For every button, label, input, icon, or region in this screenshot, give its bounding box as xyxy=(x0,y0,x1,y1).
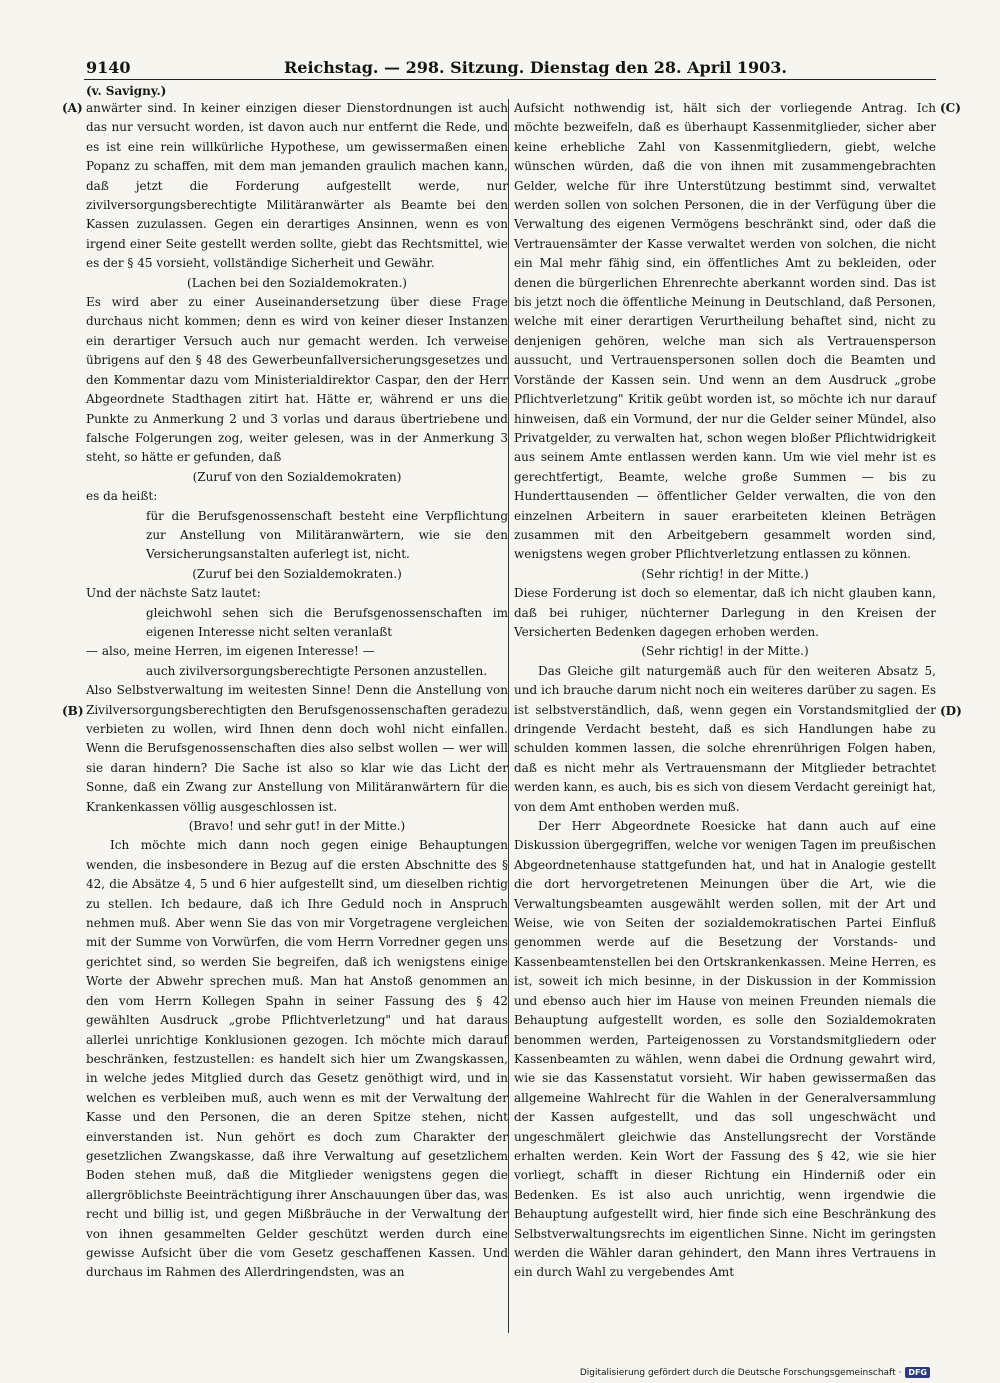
right-paragraph-1: Aufsicht nothwendig ist, hält sich der vorliegende Antrag. Ich möchte bezweifeln, daß es überhaupt Kassenmitglieder, sicher aber keine erhebliche Zahl von Kassenmitgliedern, giebt, welche wünschen würden, daß die von ihnen mit zusammengebrachten Gelder, welche für ihre Unterstützung bestimmt sind, verwaltet werden sollen von solchen Personen, die in der Verfügung über die Verwaltung des eigenen Vermögens beschränkt sind, oder daß die Vertrauensämter der Kasse verwaltet werden von solchen, die nicht ein Mal mehr fähig sind, ein öffentliches Amt zu bekleiden, oder denen die bürgerlichen Ehrenrechte aberkannt worden sind. Das ist bis jetzt noch die öffentliche Meinung in Deutschland, daß Personen, welche mit einer derartigen Verurtheilung behaftet sind, nicht zu denjenigen gehören, welche man sich als Vertrauensperson aussucht, und Vertrauenspersonen sollen doch die Beamten und Vorstände der Kassen sein. Und wenn an dem Ausdruck „grobe Pflichtverletzung" Kritik geübt worden ist, so möchte ich nur darauf hinweisen, daß ein Vormund, der nur die Gelder seiner Mündel, also Privatgelder, zu verwalten hat, schon wegen bloßer Pflichtwidrigkeit aus seinem Amte entlassen werden kann. Um wie viel mehr ist es gerechtfertigt, Beamte, welche große Summen — bis zu Hunderttausenden — öffentlicher Gelder verwalten, die von den einzelnen Arbeitern in sauer erarbeiteten kleinen Beträgen zusammen mit den Arbeitgebern gesammelt worden sind, wenigstens wegen grober Pflichtverletzung entlassen zu können. xyxy=(514,101,936,562)
footer-credit xyxy=(580,1367,930,1378)
right-paragraph-2: Diese Forderung ist doch so elementar, daß ich nicht glauben kann, daß bei ruhiger, nüchterner Darlegung in den Kreisen der Versicherten Bedenken dagegen erhoben werden. xyxy=(514,586,936,639)
left-paragraph-2: Es wird aber zu einer Auseinandersetzung über diese Frage durchaus nicht kommen; denn es wird von keiner dieser Instanzen ein derartiger Versuch auch nur gemacht werden. Ich verweise übrigens auf den § 48 des Gewerbeunfallversicherungsgesetzes und den Kommentar dazu vom Ministerialdirektor Caspar, den der Herr Abgeordnete Stadthagen zitirt hat. Hätte er, während er uns die Punkte zu Anmerkung 2 und 3 vorlas und daraus übertriebene und falsche Folgerungen zog, weiter gelesen, was in der Anmerkung 3 steht, so hätte er gefunden, daß xyxy=(86,295,508,465)
column-divider xyxy=(508,99,509,1333)
left-paragraph-4: Und der nächste Satz lautet: xyxy=(86,586,261,601)
right-paragraph-4: Der Herr Abgeordnete Roesicke hat dann auch auf eine Diskussion übergegriffen, welche vor wenigen Tagen im preußischen Abgeordnetenhause stattgefunden hat, und hat in Analogie gestellt die dort hervorgetretenen Meinungen über die Art, wie die Verwaltungsbeamten ausgewählt werden sollen, mit der Art und Weise, wie von Seiten der sozialdemokratischen Partei Einfluß genommen werde auf die Besetzung der Vorstands- und Kassenbeamtenstellen bei den Ortskrankenkassen. Meine Herren, es ist, soweit ich mich besinne, in der Diskussion in der Kommission und ebenso auch hier im Hause von meinen Freunden niemals die Behauptung aufgestellt worden, es solle den Sozialdemokraten benommen werden, Parteigenossen zu Vorstandsmitgliedern oder Kassenbeamten zu wählen, wenn dabei die Ordnung gewahrt wird, wie sie das Kassenstatut vorsieht. Wir haben gewissermaßen das allgemeine Wahlrecht für die Wahlen in der Generalversammlung der Kassen aufgestellt, und das soll ungeschwächt und ungeschmälert gleichwie das Anstellungsrecht der Vorstände erhalten werden. Kein Wort der Fassung des § 42, wie sie hier vorliegt, schafft in dieser Richtung ein Hinderniß oder ein Bedenken. Es ist also auch unrichtig, wenn irgendwie die Behauptung aufgestellt wird, hier finde sich eine Beschränkung des Selbstverwaltungsrechts im eigentlichen Sinne. Nicht im geringsten werden die Wähler daran gehindert, den Mann ihres Vertrauens in ein durch Wahl zu vergebendes Amt xyxy=(514,819,936,1280)
right-interjection-2: (Sehr richtig! in der Mitte.) xyxy=(641,644,809,659)
left-interjection-4: (Bravo! und sehr gut! in der Mitte.) xyxy=(188,819,406,834)
left-column xyxy=(86,99,508,1283)
left-paragraph-6: Also Selbstverwaltung im weitesten Sinne! Denn die Anstellung von Zivilversorgungsberechtigten den Berufsgenossenschaften geradezu verbieten zu wollen, wird Ihnen denn doch wohl nicht einfallen. Wenn die Berufsgenossenschaften dies also selbst wollen — wer will sie daran hindern? Die Sache ist also so klar wie das Licht der Sonne, daß ein Zwang zur Anstellung von Militäranwärtern für die Krankenkassen völlig ausgeschlossen ist. xyxy=(86,683,508,814)
speaker-tag: (v. Savigny.) xyxy=(86,84,167,98)
left-quote-2: gleichwohl sehen sich die Berufsgenossenschaften im eigenen Interesse nicht selten veranlaßt xyxy=(146,605,508,639)
dfg-logo: DFG xyxy=(905,1367,930,1378)
left-paragraph-5: — also, meine Herren, im eigenen Interesse! — xyxy=(86,644,375,659)
left-interjection-1: (Lachen bei den Sozialdemokraten.) xyxy=(187,275,407,290)
left-paragraph-7: Ich möchte mich dann noch gegen einige Behauptungen wenden, die insbesondere in Bezug auf die ersten Abschnitte des § 42, die Absätze 4, 5 und 6 hier aufgestellt sind, um dieselben richtig zu stellen. Ich bedaure, daß ich Ihre Geduld noch in Anspruch nehmen muß. Aber wenn Sie das von mir Vorgetragene vergleichen mit der Summe von Vorwürfen, die vom Herrn Vorredner gegen uns gerichtet sind, so werden Sie begreifen, daß ich wenigstens einige Worte der Abwehr sprechen muß. Man hat Anstoß genommen an den vom Herrn Kollegen Spahn in seiner Fassung des § 42 gewählten Ausdruck „grobe Pflichtverletzung" und hat daraus allerlei unrichtige Konklusionen gezogen. Ich möchte mich darauf beschränken, festzustellen: es handelt sich hier um Zwangskassen, in welche jedes Mitglied durch das Gesetz genöthigt wird, und in welchen es verbleiben muß, auch wenn es mit der Verwaltung der Kasse und den Personen, die an deren Spitze stehen, nicht einverstanden ist. Nun gehört es doch zum Charakter der gesetzlichen Zwangskasse, daß ihre Verwaltung auf gesetzlichem Boden stehen muß, daß die Mitglieder wenigstens gegen die allergröblichste Beeinträchtigung ihrer Anschauungen über das, was recht und billig ist, und gegen Mißbräuche in der Verwaltung der von ihnen gesammelten Gelder geschützt werden durch eine gewisse Aufsicht über die vom Gesetz geschaffenen Kassen. Und durchaus im Rahmen des Allerdringendsten, was an xyxy=(86,838,508,1280)
page-title: Reichstag. — 298. Sitzung. Dienstag den 28. April 1903. xyxy=(284,58,787,77)
right-interjection-1: (Sehr richtig! in der Mitte.) xyxy=(641,566,809,581)
left-interjection-3: (Zuruf bei den Sozialdemokraten.) xyxy=(192,566,402,581)
margin-marker-d: (D) xyxy=(940,704,962,718)
left-paragraph-1: anwärter sind. In keiner einzigen dieser Dienstordnungen ist auch das nur versucht worden, ist davon auch nur entfernt die Rede, und es ist eine rein willkürliche Hypothese, um gewissermaßen einen Popanz zu schaffen, mit dem man jemanden graulich machen kann, daß jetzt die Forderung aufgestellt werde, nur zivilversorgungsberechtigte Militäranwärter als Beamte bei den Kassen zuzulassen. Gegen ein derartiges Ansinnen, wenn es von irgend einer Seite gestellt werden sollte, giebt das Rechtsmittel, wie es der § 45 vorsieht, vollständige Sicherheit und Gewähr. xyxy=(86,101,508,271)
left-interjection-2: (Zuruf von den Sozialdemokraten) xyxy=(192,469,402,484)
footer-text: Digitalisierung gefördert durch die Deutsche Forschungsgemeinschaft · xyxy=(579,1367,902,1378)
page-number: 9140 xyxy=(86,58,131,77)
header-rule xyxy=(84,79,936,80)
left-quote-1: für die Berufsgenossenschaft besteht eine Verpflichtung zur Anstellung von Militäranwärtern, wie sie den Versicherungsanstalten auferlegt ist, nicht. xyxy=(146,508,508,562)
margin-marker-c: (C) xyxy=(940,101,961,115)
left-paragraph-3: es da heißt: xyxy=(86,489,158,504)
right-paragraph-3: Das Gleiche gilt naturgemäß auch für den weiteren Absatz 5, und ich brauche darum nicht noch ein weiteres darüber zu sagen. Es ist selbstverständlich, daß, wenn gegen ein Vorstandsmitglied der dringende Verdacht besteht, daß es sich Handlungen habe zu schulden kommen lassen, die solche ehrenrührigen Folgen haben, daß es nicht mehr als Vertrauensmann der Mitglieder betrachtet werden kann, es auch, bis es sich von diesem Verdacht gereinigt hat, von dem Amt enthoben werden muß. xyxy=(514,663,936,814)
right-column xyxy=(514,99,936,1283)
left-quote-3: auch zivilversorgungsberechtigte Personen anzustellen. xyxy=(146,663,488,678)
margin-marker-a: (A) xyxy=(62,101,83,115)
margin-marker-b: (B) xyxy=(62,704,84,718)
